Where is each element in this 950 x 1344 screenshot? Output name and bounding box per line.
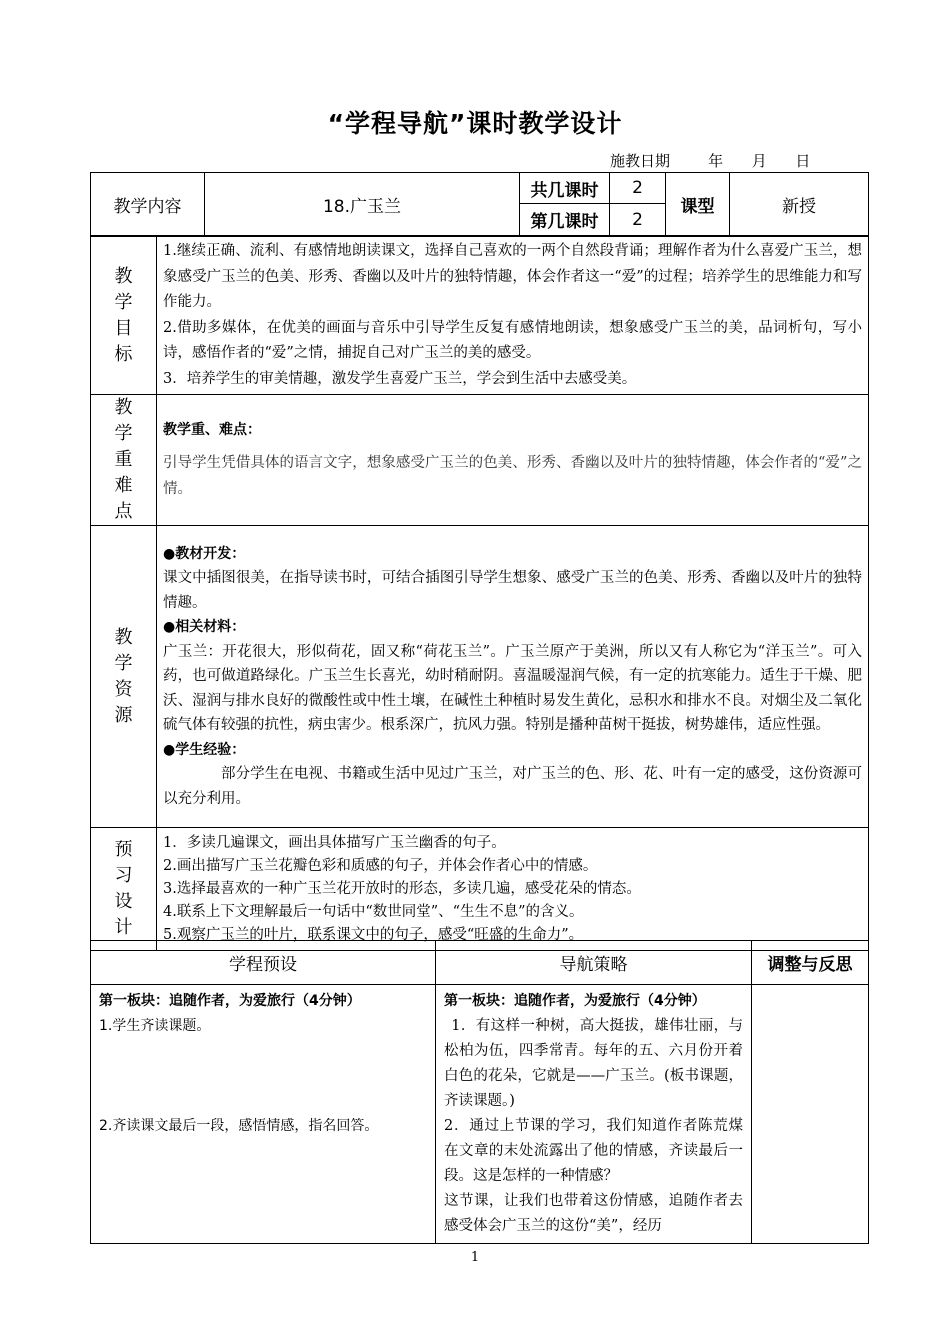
textbook-text: 课文中插图很美，在指导读书时，可结合插图引导学生想象、感受广玉兰的色美、形秀、香幽以及叶片的独特情趣。: [163, 570, 862, 611]
preview-item: 4.联系上下文理解最后一句话中“数世同堂”、“生生不息”的含义。: [163, 903, 584, 920]
total-lessons-label: 共几课时: [520, 173, 610, 204]
resources-content: [157, 526, 869, 828]
content-label: 教学内容: [91, 173, 205, 236]
goal-item: 3．培养学生的审美情趣，激发学生喜爱广玉兰，学会到生活中去感受美。: [163, 370, 637, 387]
lesson-type-value: 新授: [730, 173, 869, 236]
plan-item-2: 2.齐读课文最后一段，感悟情感，指名回答。: [99, 1118, 379, 1134]
preview-row: [91, 828, 869, 951]
experience-heading: ●学生经验：: [163, 741, 246, 758]
preview-item: 3.选择最喜欢的一种广玉兰花开放时的形态，多读几遍，感受花朵的情态。: [163, 880, 641, 897]
process-table: [90, 940, 869, 1244]
key-points-text: 引导学生凭借具体的语言文字，想象感受广玉兰的色美、形秀、香幽以及叶片的独特情趣，体会作者的“爱”之情。: [163, 455, 862, 497]
materials-text: 广玉兰：开花很大，形似荷花，固又称“荷花玉兰”。广玉兰原产于美洲，所以又有人称它为“洋玉兰”。可入药，也可做道路绿化。广玉兰生长喜光，幼时稍耐阴。喜温暖湿润气候，有一定的抗寒能力。适生于干燥、肥沃、湿润与排水良好的微酸性或中性土壤，在碱性土种植时易发生黄化，忌积水和排水不良。对烟尘及二氧化硫气体有较强的抗性，病虫害少。根系深广，抗风力强。特别是播种苗树干挺拔，树势雄伟，适应性强。: [163, 643, 862, 734]
current-lesson-value: 2: [610, 204, 666, 236]
strategy-block-title: 第一板块：追随作者，为爱旅行（4分钟）: [444, 993, 706, 1009]
preview-label: 预 习 设 计: [91, 828, 157, 951]
plan-cell: [91, 985, 436, 1244]
plan-block-title: 第一板块：追随作者，为爱旅行（4分钟）: [99, 993, 361, 1009]
key-points-label: 教 学 重 难 点: [91, 395, 157, 526]
goals-label: 教 学 目 标: [91, 237, 157, 395]
teaching-date-line: 施教日期 年 月 日: [610, 152, 811, 170]
col-reflection-header: 调整与反思: [752, 941, 869, 985]
header-table: [90, 172, 869, 236]
strategy-para-1: 1．有这样一种树，高大挺拔，雄伟壮丽，与松柏为伍，四季常青。每年的五、六月份开着白色的花朵，它就是——广玉兰。(板书课题，齐读课题。): [444, 1018, 743, 1109]
col-plan-header: 学程预设: [91, 941, 436, 985]
goals-row: [91, 237, 869, 395]
strategy-para-3: 这节课，让我们也带着这份情感，追随作者去感受体会广玉兰的这份“美”，经历: [444, 1193, 743, 1234]
lesson-title: 18.广玉兰: [205, 173, 520, 236]
total-lessons-value: 2: [610, 173, 666, 204]
page-number: 1: [470, 1250, 480, 1265]
preview-content: [157, 828, 869, 951]
key-points-content: [157, 395, 869, 526]
preview-item: 5.观察广玉兰的叶片，联系课文中的句子，感受“旺盛的生命力”。: [163, 926, 584, 943]
resources-row: [91, 526, 869, 828]
plan-item-1: 1.学生齐读课题。: [99, 1018, 211, 1034]
goal-item: 2.借助多媒体，在优美的画面与音乐中引导学生反复有感情地朗读，想象感受广玉兰的美，品词析句，写小诗，感悟作者的“爱”之情，捕捉自己对广玉兰的美的感受。: [163, 319, 862, 361]
preview-item: 1．多读几遍课文，画出具体描写广玉兰幽香的句子。: [163, 834, 506, 851]
current-lesson-label: 第几课时: [520, 204, 610, 236]
preview-item: 2.画出描写广玉兰花瓣色彩和质感的句子，并体会作者心中的情感。: [163, 857, 598, 874]
experience-text: 部分学生在电视、书籍或生活中见过广玉兰，对广玉兰的色、形、花、叶有一定的感受，这份资源可以充分利用。: [163, 766, 862, 807]
goal-item: 1.继续正确、流利、有感情地朗读课文，选择自己喜欢的一两个自然段背诵；理解作者为什么喜爱广玉兰，想象感受广玉兰的色美、形秀、香幽以及叶片的独特情趣，体会作者这一“爱”的过程；培养学生的思维能力和写作能力。: [163, 243, 862, 310]
key-points-row: [91, 395, 869, 526]
key-points-heading: 教学重、难点：: [163, 421, 261, 438]
materials-heading: ●相关材料：: [163, 619, 246, 636]
textbook-heading: ●教材开发：: [163, 545, 246, 562]
goals-content: [157, 237, 869, 395]
resources-label: 教 学 资 源: [91, 526, 157, 828]
sections-table: [90, 236, 869, 951]
strategy-cell: [436, 985, 752, 1244]
reflection-cell: [752, 985, 869, 1244]
lesson-type-label: 课型: [666, 173, 730, 236]
strategy-para-2: 2．通过上节课的学习，我们知道作者陈荒煤在文章的末处流露出了他的情感，齐读最后一段。这是怎样的一种情感？: [444, 1118, 743, 1184]
col-strategy-header: 导航策略: [436, 941, 752, 985]
page-title: “学程导航”课时教学设计: [327, 109, 623, 138]
